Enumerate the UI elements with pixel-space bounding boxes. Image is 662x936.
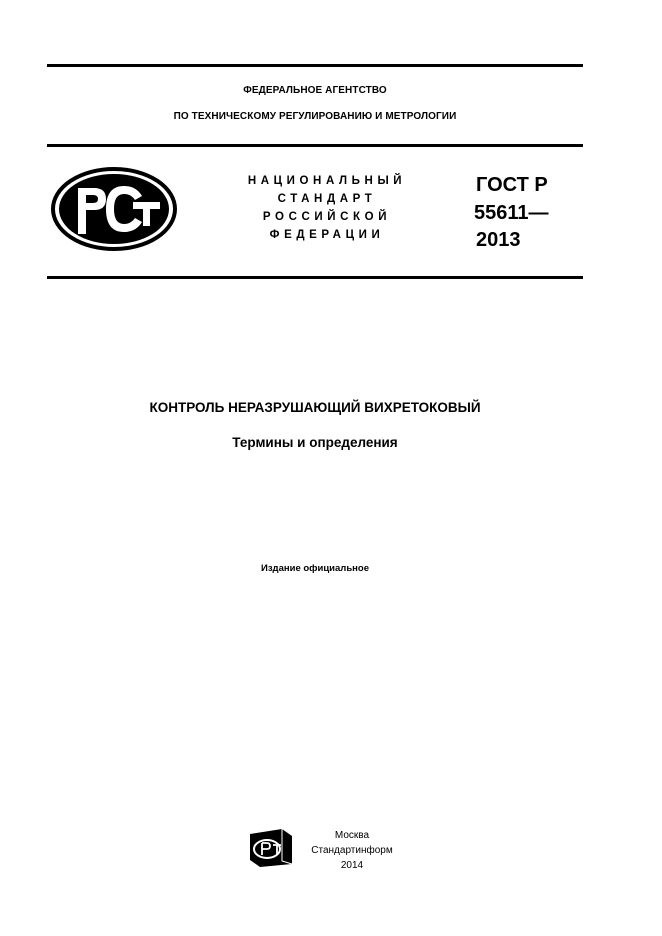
- agency-name-line-1: ФЕДЕРАЛЬНОЕ АГЕНТСТВО: [243, 85, 387, 96]
- standard-code-prefix: ГОСТ Р: [476, 174, 548, 196]
- edition-note: Издание официальное: [261, 563, 369, 574]
- gost-r-certification-mark-icon: [50, 166, 178, 252]
- national-standard-line-4: ФЕДЕРАЦИИ: [269, 229, 385, 241]
- national-standard-line-3: РОССИЙСКОЙ: [262, 211, 392, 223]
- standard-code-year: 2013: [476, 229, 521, 251]
- document-title: КОНТРОЛЬ НЕРАЗРУШАЮЩИЙ ВИХРЕТОКОВЫЙ: [149, 400, 481, 415]
- national-standard-line-2: СТАНДАРТ: [277, 193, 377, 205]
- header-rule: [47, 144, 583, 147]
- imprint-publisher: Стандартинформ: [311, 845, 393, 856]
- document-subtitle: Термины и определения: [232, 435, 398, 450]
- top-rule: [47, 64, 583, 67]
- national-standard-line-1: НАЦИОНАЛЬНЫЙ: [247, 175, 407, 187]
- standard-code-number: 55611—: [474, 202, 549, 224]
- standartinform-logo-icon: [249, 828, 293, 868]
- imprint-year: 2014: [340, 860, 364, 871]
- agency-name-line-2: ПО ТЕХНИЧЕСКОМУ РЕГУЛИРОВАНИЮ И МЕТРОЛОГИИ: [173, 111, 457, 122]
- imprint-city: Москва: [334, 830, 370, 841]
- standard-block-rule: [47, 276, 583, 279]
